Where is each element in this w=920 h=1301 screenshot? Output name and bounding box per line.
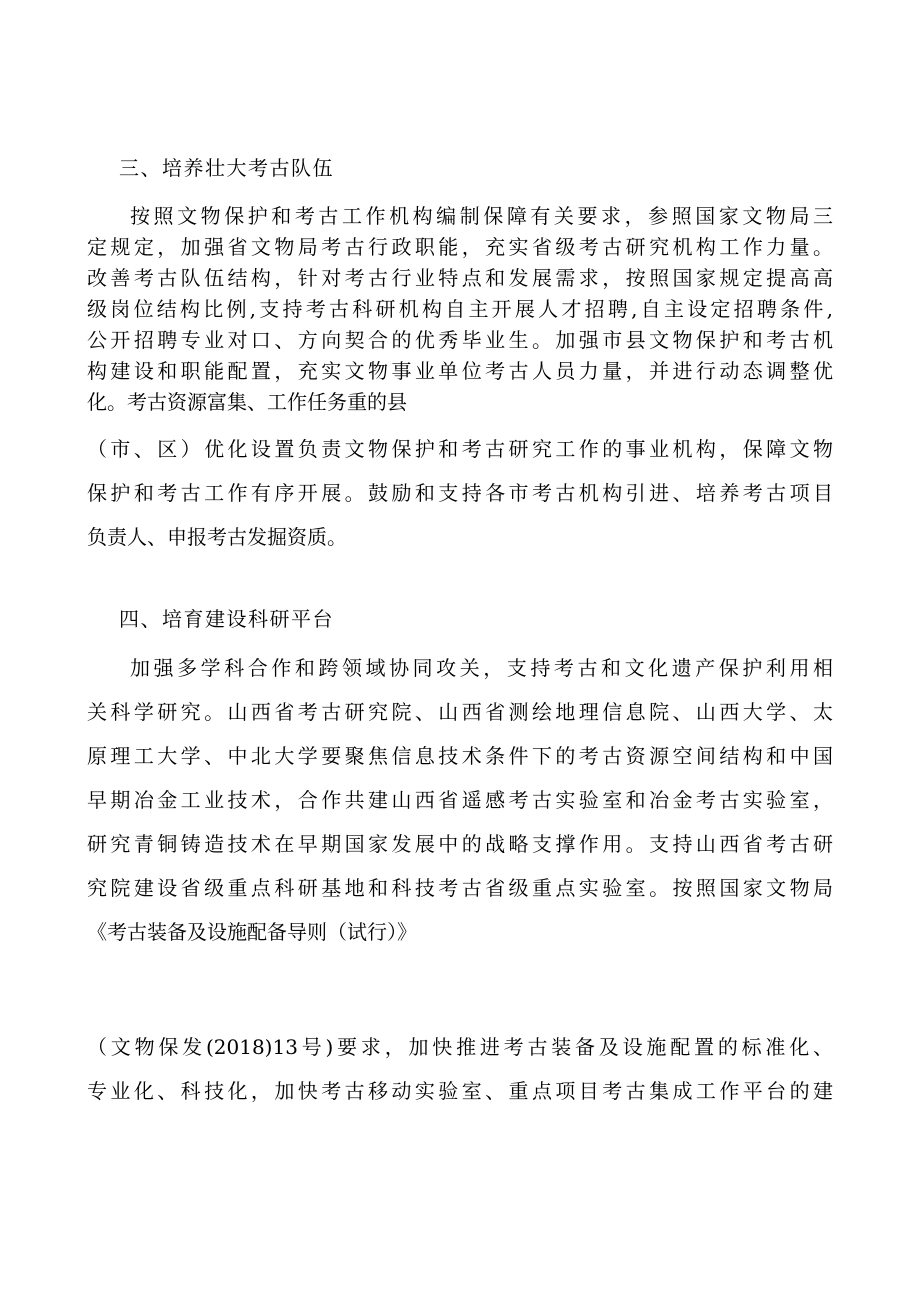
section-4-paragraph-2 <box>87 1025 833 1113</box>
section-heading-3: 三、培养壮大考古队伍 <box>119 156 334 180</box>
text-line: 公开招聘专业对口、方向契合的优秀毕业生。加强市县文物保护和考古机 <box>87 328 833 352</box>
text-line: 负责人、申报考古发掘资质。 <box>87 525 347 549</box>
text-line: 专业化、科技化，加快考古移动实验室、重点项目考古集成工作平台的建 <box>87 1079 833 1103</box>
text-line: 保护和考古工作有序开展。鼓励和支持各市考古机构引进、培养考古项目 <box>87 481 833 505</box>
text-line: 定规定，加强省文物局考古行政职能，充实省级考古研究机构工作力量。 <box>87 235 833 259</box>
section-3-paragraph-2 <box>87 427 833 559</box>
text-line: （市、区）优化设置负责文物保护和考古研究工作的事业机构，保障文物 <box>87 437 833 461</box>
text-line: （文物保发(2018)13号)要求，加快推进考古装备及设施配置的标准化、 <box>87 1035 833 1059</box>
text-line: 研究青铜铸造技术在早期国家发展中的战略支撑作用。支持山西省考古研 <box>87 832 833 856</box>
section-heading-4: 四、培育建设科研平台 <box>119 607 334 631</box>
text-line: 构建设和职能配置，充实文物事业单位考古人员力量，并进行动态调整优 <box>87 359 833 383</box>
text-line: 按照文物保护和考古工作机构编制保障有关要求，参照国家文物局三 <box>130 204 833 228</box>
text-line: 改善考古队伍结构，针对考古行业特点和发展需求，按照国家规定提高高 <box>87 266 833 290</box>
text-line: 关科学研究。山西省考古研究院、山西省测绘地理信息院、山西大学、太 <box>87 700 833 724</box>
text-line: 究院建设省级重点科研基地和科技考古省级重点实验室。按照国家文物局 <box>87 876 833 900</box>
text-line: 化。考古资源富集、工作任务重的县 <box>87 390 407 414</box>
text-line: 加强多学科合作和跨领域协同攻关，支持考古和文化遗产保护利用相 <box>130 656 833 680</box>
text-line: 早期冶金工业技术，合作共建山西省遥感考古实验室和冶金考古实验室， <box>87 788 833 812</box>
text-line: 原理工大学、中北大学要聚焦信息技术条件下的考古资源空间结构和中国 <box>87 744 833 768</box>
text-line: 《考古装备及设施配备导则（试行）》 <box>87 920 417 944</box>
text-line: 级岗位结构比例,支持考古科研机构自主开展人才招聘,自主设定招聘条件, <box>87 297 833 321</box>
section-3-paragraph-1 <box>87 201 833 418</box>
section-4-paragraph-1 <box>87 646 833 954</box>
